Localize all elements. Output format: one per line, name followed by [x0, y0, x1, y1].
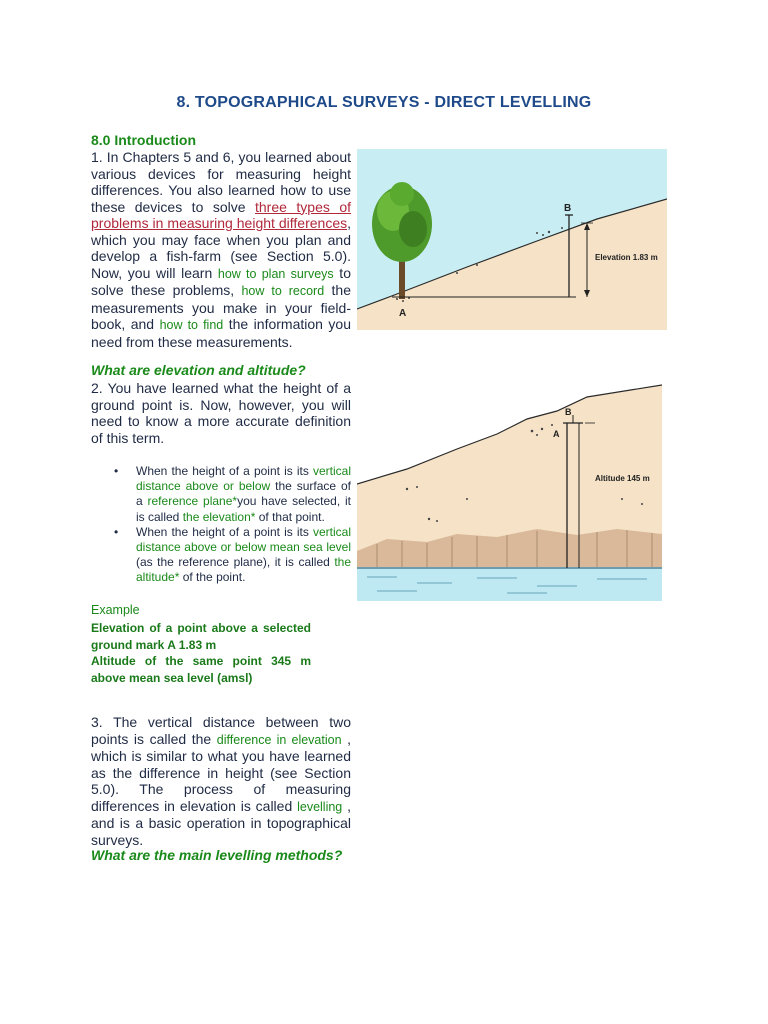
subheading-elevation-altitude: What are elevation and altitude? [91, 362, 306, 378]
page-title: 8. TOPOGRAPHICAL SURVEYS - DIRECT LEVELLING [176, 94, 592, 111]
label-point-b: B [564, 203, 572, 214]
b2-text-b: (as the reference plane), it is called [136, 555, 335, 570]
b2-text-a: When the height of a point is its [136, 524, 313, 539]
label-point-a: A [399, 308, 407, 319]
paragraph-3 [91, 714, 351, 848]
definition-list [108, 464, 351, 586]
bullet-elevation [108, 464, 351, 525]
highlight-difference-elevation: difference in elevation [216, 732, 342, 747]
para3-text-b: , which is similar to what you have learned as the difference in height (see Section 5.0). The process of measuring differences in elevation is called [91, 730, 352, 814]
b2-text-c: of the point. [179, 570, 246, 585]
para1-text-a: 1. In Chapters 5 and 6, you learned about various devices for measuring height differences. You also learned how to use these devices to solve [91, 149, 351, 215]
example-elevation: Elevation of a point above a selected ground mark A 1.83 m [91, 621, 311, 652]
para3-text-c: , and is a basic operation in topographical surveys. [91, 797, 352, 848]
b2-highlight-altitude: the altitude* [136, 555, 351, 585]
paragraph-2: 2. You have learned what the height of a ground point is. Now, however, you will need to know a more accurate definition of this term. [91, 380, 351, 446]
para1-text-c: to solve these problems, [91, 264, 351, 298]
highlight-how-to-record: how to record [241, 284, 325, 298]
b1-highlight-reference: reference plane* [147, 494, 238, 509]
para1-text-b: , which you may face when you plan and develop a fish-farm (see Section 5.0). Now, you will learn [91, 215, 351, 281]
b1-text-a: When the height of a point is its [136, 464, 313, 478]
elevation-figure [357, 149, 667, 330]
example-altitude: Altitude of the same point 345 m above mean sea level (amsl) [91, 654, 311, 685]
section-heading: 8.0 Introduction [91, 132, 196, 148]
problems-link[interactable]: three types of problems in measuring height differences [91, 198, 352, 231]
altitude-figure [357, 379, 662, 601]
b1-text-b: the surface of a [136, 479, 351, 509]
highlight-levelling: levelling [297, 799, 343, 814]
para1-text-d: the measurements you make in your field-book, and [91, 282, 351, 332]
highlight-plan-surveys: how to plan surveys [217, 266, 334, 281]
bullet-altitude [108, 525, 351, 586]
subheading-levelling-methods: What are the main levelling methods? [91, 847, 343, 863]
label-point-a: A [553, 429, 560, 439]
label-elevation: Elevation 1.83 m [595, 253, 658, 262]
label-point-b: B [565, 407, 572, 417]
para3-text-a: 3. The vertical distance between two points is called the [91, 714, 351, 747]
b1-highlight-vertical: vertical distance above or below [136, 464, 351, 494]
label-altitude: Altitude 145 m [595, 474, 650, 483]
b1-text-d: of that point. [255, 509, 325, 524]
sea [357, 567, 662, 601]
highlight-how-to-find: how to find [159, 318, 224, 332]
example-body [91, 620, 311, 686]
b2-highlight-vertical: vertical distance above or below mean sea level [136, 524, 351, 555]
b1-text-c: you have selected, it is called [136, 494, 352, 524]
b1-highlight-elevation: the elevation* [182, 509, 256, 524]
para1-text-e: the information you need from these measurements. [91, 316, 351, 350]
example-label: Example [91, 603, 140, 617]
intro-paragraph [91, 149, 351, 350]
